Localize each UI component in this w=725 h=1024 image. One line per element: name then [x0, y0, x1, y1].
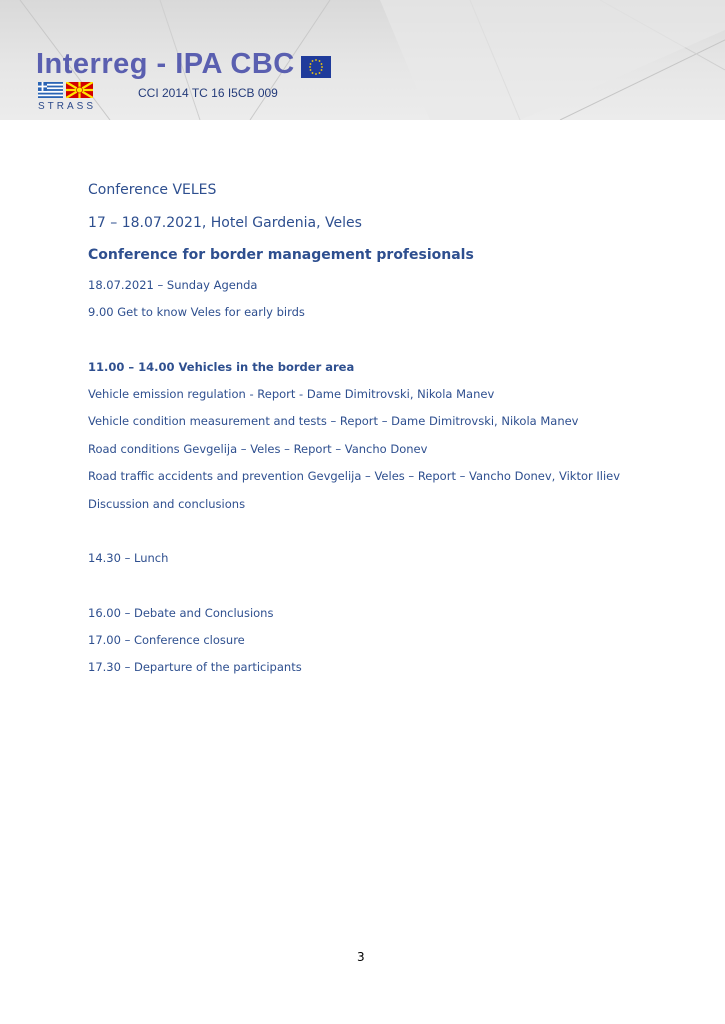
agenda-item: Road traffic accidents and prevention Gevgelija – Veles – Report – Vancho Donev, Viktor Iliev [88, 469, 621, 483]
project-name-label: STRASS [38, 101, 97, 112]
conference-title: Conference VELES [88, 182, 217, 198]
session-heading: 11.00 – 14.00 Vehicles in the border area [88, 360, 355, 374]
page-header-banner [0, 0, 725, 120]
interreg-logo-text: Interreg - IPA CBC [36, 48, 295, 80]
greece-flag-icon [38, 82, 63, 98]
agenda-item: Vehicle emission regulation - Report - Dame Dimitrovski, Nikola Manev [88, 387, 495, 401]
agenda-item: 16.00 – Debate and Conclusions [88, 606, 274, 620]
eu-flag-icon [301, 56, 331, 78]
north-macedonia-flag-icon [66, 82, 93, 98]
agenda-item: Discussion and conclusions [88, 497, 246, 511]
agenda-item-lunch: 14.30 – Lunch [88, 551, 169, 565]
agenda-item: 17.30 – Departure of the participants [88, 660, 302, 674]
agenda-item: Vehicle condition measurement and tests – Report – Dame Dimitrovski, Nikola Manev [88, 414, 579, 428]
agenda-day: 18.07.2021 – Sunday Agenda [88, 278, 258, 292]
agenda-item: 17.00 – Conference closure [88, 633, 245, 647]
agenda-item-early-birds: 9.00 Get to know Veles for early birds [88, 305, 305, 319]
conference-subtitle: Conference for border management profesionals [88, 247, 474, 263]
conference-date-venue: 17 – 18.07.2021, Hotel Gardenia, Veles [88, 215, 362, 231]
cci-code-label: CCI 2014 TC 16 I5CB 009 [138, 86, 278, 100]
page-number: 3 [357, 950, 365, 964]
agenda-item: Road conditions Gevgelija – Veles – Report – Vancho Donev [88, 442, 428, 456]
